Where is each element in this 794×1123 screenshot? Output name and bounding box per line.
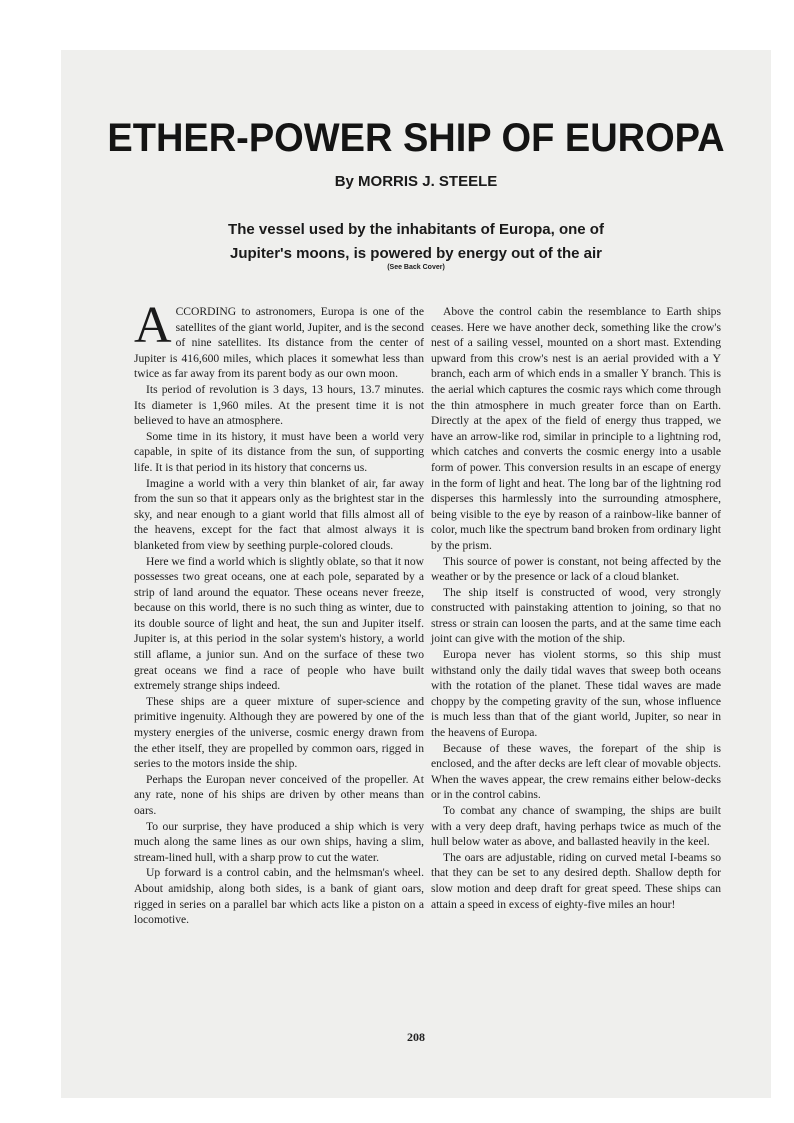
magazine-page bbox=[61, 50, 771, 1098]
see-back-cover-note: (See Back Cover) bbox=[387, 264, 445, 271]
paragraph: To combat any chance of swamping, the ships are built with a very deep draft, having perhaps twice as much of the hull below water as above, and ballasted heavily in the keel. bbox=[431, 804, 721, 849]
paragraph: The ship itself is constructed of wood, very strongly constructed with painstaking attention to joining, so that no stress or strain can loosen the parts, and at the same time each joint can give with the motion of the ship. bbox=[431, 585, 721, 646]
article-title: ETHER-POWER SHIP OF EUROPA bbox=[107, 116, 725, 160]
drop-cap: A bbox=[134, 297, 172, 354]
paragraph: Perhaps the Europan never conceived of the propeller. At any rate, none of his ships are driven by other means than oars. bbox=[134, 772, 424, 817]
subtitle-line-2: Jupiter's moons, is powered by energy out of the air bbox=[230, 245, 602, 262]
left-column bbox=[134, 297, 424, 928]
paragraph: Here we find a world which is slightly oblate, so that it now possesses two great oceans, one at each pole, separated by a strip of land around the equator. These oceans never freeze, because on this world, there is no such thing as winter, due to its double source of light and heat, the sun and Jupiter itself. Jupiter is, at this period in the solar system's history, a world still aflame, a junior sun. And on the surface of these two great oceans we find a race of people who have built extremely strange ships indeed. bbox=[134, 554, 424, 693]
paragraph: Imagine a world with a very thin blanket of air, far away from the sun so that it appears only as the brightest star in the sky, and near enough to a giant world that fills almost all of the heavens, except for the fact that almost always it is blanketed from view by seething purple-colored clouds. bbox=[134, 476, 424, 552]
paragraph: Some time in its history, it must have been a world very capable, in spite of its distance from the sun, of supporting life. It is that period in its history that concerns us. bbox=[134, 429, 424, 474]
paragraph: These ships are a queer mixture of super-science and primitive ingenuity. Although they are powered by one of the mystery energies of the universe, cosmic energy drawn from the ether itself, they are propelled by common oars, rigged in series to the motors inside the ship. bbox=[134, 694, 424, 771]
paragraph: This source of power is constant, not being affected by the weather or by the presence or lack of a cloud blanket. bbox=[431, 554, 721, 584]
subtitle-line-1: The vessel used by the inhabitants of Europa, one of bbox=[228, 221, 604, 238]
paragraph: Europa never has violent storms, so this ship must withstand only the daily tidal waves that sweep both oceans with the rotation of the planet. These tidal waves are made choppy by the competing gravity of the sun, whose influence is much less than that of the giant world, Jupiter, so near in the heavens of Europa. bbox=[431, 648, 721, 740]
author-byline: By MORRIS J. STEELE bbox=[334, 173, 498, 190]
paragraph: Up forward is a control cabin, and the helmsman's wheel. About amidship, along both sides, is a bank of giant oars, rigged in series on a parallel bar which acts like a piston on a locomotive. bbox=[134, 866, 424, 927]
paragraph: ACCORDING to astronomers, Europa is one of the satellites of the giant world, Jupiter, and is the second of nine satellites. Its distance from the center of Jupiter is 416,600 miles, which places it somewhat less than twice as far away from its parent body as our own moon. bbox=[134, 297, 424, 381]
article-subtitle bbox=[121, 218, 711, 266]
paragraph: Above the control cabin the resemblance to Earth ships ceases. Here we have another deck, something like the crow's nest of a sailing vessel, mounted on a short mast. Extending upward from this crow's nest is an aerial provided with a Y branch, each arm of which ends in a smaller Y branch. This is the aerial which captures the cosmic rays which come through the thin atmosphere in much greater force than on Earth. Directly at the apex of the field of energy thus trapped, we have an arrow-like rod, similar in principle to a lightning rod, which catches and converts the cosmic energy into a usable form of power. This conversion results in an escape of energy in the form of light and heat. The long bar of the lightning rod disperses this harmlessly into the surrounding atmosphere, being visible to the eye by reason of a rainbow-like banner of color, much like the spectrum band broken from ordinary light by the prism. bbox=[431, 305, 721, 552]
paragraph: Because of these waves, the forepart of the ship is enclosed, and the after decks are left clear of movable objects. When the waves appear, the crew remains either below-decks or in the control cabins. bbox=[431, 741, 721, 802]
paragraph: The oars are adjustable, riding on curved metal I-beams so that they can be set to any desired depth. Shallow depth for slow motion and deep draft for great speed. These ships can attain a speed in excess of eighty-five miles an hour! bbox=[431, 850, 721, 911]
paragraph: Its period of revolution is 3 days, 13 hours, 13.7 minutes. Its diameter is 1,960 miles. At the present time it is not believed to have an atmosphere. bbox=[134, 382, 424, 428]
page-number: 208 bbox=[407, 1030, 425, 1044]
right-column bbox=[431, 304, 721, 912]
paragraph: To our surprise, they have produced a ship which is very much along the same lines as our own ships, having a slim, stream-lined hull, with a sharp prow to cut the water. bbox=[134, 819, 424, 864]
